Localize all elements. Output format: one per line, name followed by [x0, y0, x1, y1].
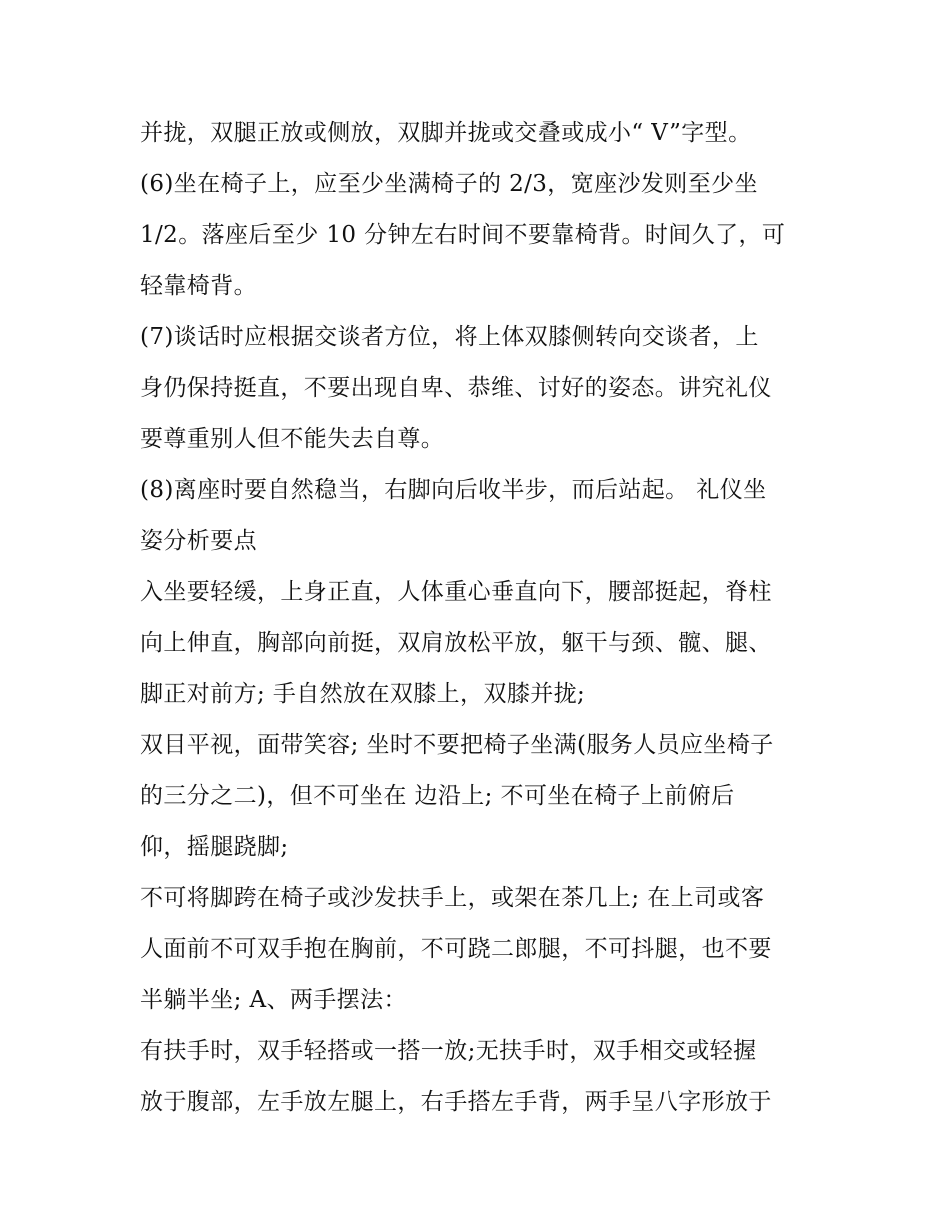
text-line: 放于腹部，左手放左腿上，右手搭左手背，两手呈八字形放于: [140, 1089, 772, 1115]
text-line: 仰，摇腿跷脚;: [140, 834, 289, 860]
text-line: 人面前不可双手抱在胸前，不可跷二郎腿，不可抖腿，也不要: [140, 936, 772, 962]
text-line: 并拢，双腿正放或侧放，双脚并拢或交叠或成小“ V”字型。: [140, 120, 752, 146]
text-line: 向上伸直，胸部向前挺，双肩放松平放，躯干与颈、髋、腿、: [140, 630, 772, 656]
text-line: 要尊重别人但不能失去自尊。: [140, 426, 445, 452]
text-line: 半躺半坐; A、两手摆法：: [140, 987, 407, 1013]
text-line: 双目平视，面带笑容; 坐时不要把椅子坐满(服务人员应坐椅子: [140, 732, 774, 758]
text-line: 轻靠椅背。: [140, 273, 257, 299]
text-line: 1/2。落座后至少 10 分钟左右时间不要靠椅背。时间久了，可: [140, 222, 786, 248]
text-line: 的三分之二)，但不可坐在 边沿上; 不可坐在椅子上前俯后: [140, 783, 735, 809]
text-line: (8)离座时要自然稳当，右脚向后收半步，而后站起。 礼仪坐: [140, 477, 767, 503]
body-text: [140, 108, 830, 1128]
text-line: 姿分析要点: [140, 528, 257, 554]
text-line: 有扶手时，双手轻搭或一搭一放;无扶手时，双手相交或轻握: [140, 1038, 757, 1064]
text-line: (6)坐在椅子上，应至少坐满椅子的 2/3，宽座沙发则至少坐: [140, 171, 758, 197]
text-line: (7)谈话时应根据交谈者方位，将上体双膝侧转向交谈者，上: [140, 324, 759, 350]
text-line: 入坐要轻缓，上身正直，人体重心垂直向下，腰部挺起，脊柱: [140, 579, 772, 605]
text-line: 身仍保持挺直，不要出现自卑、恭维、讨好的姿态。讲究礼仪: [140, 375, 772, 401]
text-line: 不可将脚跨在椅子或沙发扶手上，或架在茶几上; 在上司或客: [140, 885, 765, 911]
text-line: 脚正对前方; 手自然放在双膝上，双膝并拢;: [140, 681, 586, 707]
